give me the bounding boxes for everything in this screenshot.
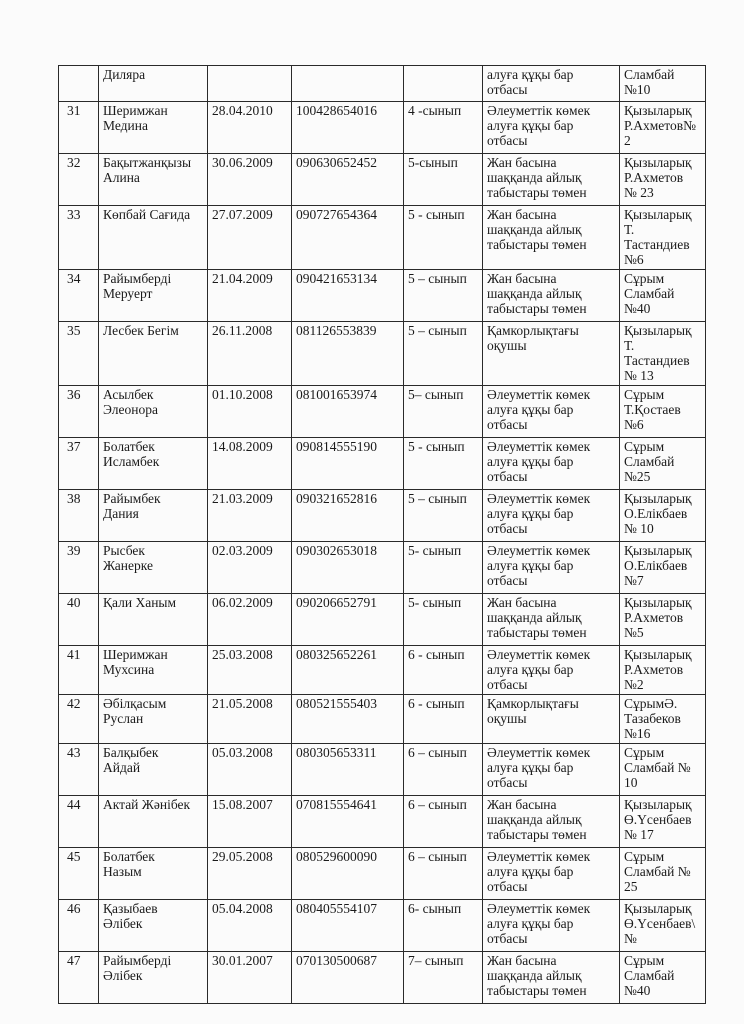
- cell-birth-date: 14.08.2009: [208, 438, 292, 490]
- cell-birth-date: 30.06.2009: [208, 154, 292, 206]
- table-row: [59, 594, 706, 646]
- cell-number: [59, 66, 99, 102]
- cell-category: Әлеуметтік көмек алуға құқы бар отбасы: [483, 386, 620, 438]
- cell-iin: 080529600090: [292, 848, 404, 900]
- cell-birth-date: 21.05.2008: [208, 695, 292, 744]
- cell-category: Әлеуметтік көмек алуға құқы бар отбасы: [483, 490, 620, 542]
- cell-number: 37: [59, 438, 99, 490]
- table-row: [59, 154, 706, 206]
- cell-birth-date: 02.03.2009: [208, 542, 292, 594]
- cell-birth-date: 15.08.2007: [208, 796, 292, 848]
- cell-name: Болатбек Назым: [99, 848, 208, 900]
- table-row: [59, 848, 706, 900]
- cell-iin: 090814555190: [292, 438, 404, 490]
- cell-name: Қали Ханым: [99, 594, 208, 646]
- table-row: [59, 900, 706, 952]
- cell-address: Қызыларық Р.Ахметов№2: [620, 102, 706, 154]
- cell-category: Әлеуметтік көмек алуға құқы бар отбасы: [483, 900, 620, 952]
- cell-birth-date: 06.02.2009: [208, 594, 292, 646]
- cell-number: 46: [59, 900, 99, 952]
- cell-category: Жан басына шаққанда айлық табыстары төмен: [483, 206, 620, 270]
- cell-address: Қызыларық Р.Ахметов №2: [620, 646, 706, 695]
- cell-address: Қызыларық Ө.Үсенбаев № 17: [620, 796, 706, 848]
- cell-grade: 5- сынып: [404, 594, 483, 646]
- cell-iin: 070130500687: [292, 952, 404, 1004]
- cell-number: 34: [59, 270, 99, 322]
- cell-category: Әлеуметтік көмек алуға құқы бар отбасы: [483, 542, 620, 594]
- cell-grade: 5 - сынып: [404, 438, 483, 490]
- cell-name: Бақытжанқызы Алина: [99, 154, 208, 206]
- cell-birth-date: 27.07.2009: [208, 206, 292, 270]
- cell-address: Қызыларық Р.Ахметов № 23: [620, 154, 706, 206]
- cell-category: Жан басына шаққанда айлық табыстары төмен: [483, 594, 620, 646]
- table-row: [59, 646, 706, 695]
- cell-grade: 6 - сынып: [404, 695, 483, 744]
- cell-number: 36: [59, 386, 99, 438]
- cell-number: 47: [59, 952, 99, 1004]
- cell-address: СұрымӘ. Тазабеков №16: [620, 695, 706, 744]
- cell-address: Сұрым Сламбай №40: [620, 952, 706, 1004]
- cell-name: Шеримжан Мухсина: [99, 646, 208, 695]
- cell-number: 41: [59, 646, 99, 695]
- cell-birth-date: 29.05.2008: [208, 848, 292, 900]
- cell-name: Балқыбек Айдай: [99, 744, 208, 796]
- cell-address: Сұрым Сламбай №25: [620, 438, 706, 490]
- cell-iin: 090421653134: [292, 270, 404, 322]
- cell-number: 38: [59, 490, 99, 542]
- cell-address: Қызыларық О.Елікбаев №7: [620, 542, 706, 594]
- cell-iin: 090727654364: [292, 206, 404, 270]
- cell-birth-date: 30.01.2007: [208, 952, 292, 1004]
- cell-address: Қызыларық О.Елікбаев № 10: [620, 490, 706, 542]
- cell-name: Асылбек Элеонора: [99, 386, 208, 438]
- cell-number: 45: [59, 848, 99, 900]
- cell-address: Қызыларық Т. Тастандиев №6: [620, 206, 706, 270]
- cell-grade: 6 – сынып: [404, 796, 483, 848]
- cell-birth-date: 25.03.2008: [208, 646, 292, 695]
- cell-address: Сұрым Сламбай № 25: [620, 848, 706, 900]
- cell-category: алуға құқы бар отбасы: [483, 66, 620, 102]
- cell-address: Қызыларық Т. Тастандиев № 13: [620, 322, 706, 386]
- cell-grade: 5 – сынып: [404, 270, 483, 322]
- cell-number: 31: [59, 102, 99, 154]
- cell-iin: 080305653311: [292, 744, 404, 796]
- cell-birth-date: 26.11.2008: [208, 322, 292, 386]
- cell-address: Сламбай №10: [620, 66, 706, 102]
- table-row: [59, 796, 706, 848]
- cell-iin: [292, 66, 404, 102]
- cell-number: 35: [59, 322, 99, 386]
- student-list-table: [58, 65, 706, 1004]
- table-row: [59, 952, 706, 1004]
- cell-name: Райымберді Әлібек: [99, 952, 208, 1004]
- cell-category: Қамкорлықтағы оқушы: [483, 322, 620, 386]
- cell-birth-date: 05.03.2008: [208, 744, 292, 796]
- cell-number: 33: [59, 206, 99, 270]
- cell-grade: 5 - сынып: [404, 206, 483, 270]
- table-row: [59, 102, 706, 154]
- table-row: [59, 270, 706, 322]
- cell-grade: 7– сынып: [404, 952, 483, 1004]
- cell-category: Әлеуметтік көмек алуға құқы бар отбасы: [483, 646, 620, 695]
- table-row: [59, 386, 706, 438]
- cell-name: Қазыбаев Әлібек: [99, 900, 208, 952]
- cell-name: Актай Жәнібек: [99, 796, 208, 848]
- cell-grade: 5 – сынып: [404, 322, 483, 386]
- cell-grade: 4 -сынып: [404, 102, 483, 154]
- cell-name: Райымберді Меруерт: [99, 270, 208, 322]
- cell-category: Жан басына шаққанда айлық табыстары төмен: [483, 270, 620, 322]
- cell-grade: 6 – сынып: [404, 744, 483, 796]
- cell-grade: 5– сынып: [404, 386, 483, 438]
- cell-address: Сұрым Сламбай № 10: [620, 744, 706, 796]
- table-row: [59, 206, 706, 270]
- table-row: [59, 695, 706, 744]
- table-body: [59, 66, 706, 1004]
- cell-address: Сұрым Т.Қостаев №6: [620, 386, 706, 438]
- table-row: [59, 322, 706, 386]
- cell-birth-date: 28.04.2010: [208, 102, 292, 154]
- cell-name: Шеримжан Медина: [99, 102, 208, 154]
- cell-number: 43: [59, 744, 99, 796]
- cell-category: Әлеуметтік көмек алуға құқы бар отбасы: [483, 438, 620, 490]
- cell-iin: 080405554107: [292, 900, 404, 952]
- cell-category: Әлеуметтік көмек алуға құқы бар отбасы: [483, 102, 620, 154]
- cell-category: Жан басына шаққанда айлық табыстары төмен: [483, 796, 620, 848]
- cell-name: Рысбек Жанерке: [99, 542, 208, 594]
- cell-category: Әлеуметтік көмек алуға құқы бар отбасы: [483, 744, 620, 796]
- cell-number: 42: [59, 695, 99, 744]
- cell-birth-date: 05.04.2008: [208, 900, 292, 952]
- cell-number: 44: [59, 796, 99, 848]
- table-row: [59, 438, 706, 490]
- cell-name: Лесбек Бегім: [99, 322, 208, 386]
- cell-birth-date: 21.03.2009: [208, 490, 292, 542]
- cell-birth-date: [208, 66, 292, 102]
- cell-name: Болатбек Исламбек: [99, 438, 208, 490]
- cell-address: Қызыларық Ө.Үсенбаев\ №: [620, 900, 706, 952]
- cell-number: 39: [59, 542, 99, 594]
- table-row: [59, 66, 706, 102]
- cell-category: Әлеуметтік көмек алуға құқы бар отбасы: [483, 848, 620, 900]
- cell-iin: 070815554641: [292, 796, 404, 848]
- cell-iin: 090321652816: [292, 490, 404, 542]
- cell-grade: 5 – сынып: [404, 490, 483, 542]
- cell-name: Райымбек Дания: [99, 490, 208, 542]
- cell-category: Қамкорлықтағы оқушы: [483, 695, 620, 744]
- cell-iin: 081126553839: [292, 322, 404, 386]
- cell-name: Көпбай Сағида: [99, 206, 208, 270]
- cell-number: 40: [59, 594, 99, 646]
- cell-grade: 6- сынып: [404, 900, 483, 952]
- cell-iin: 080521555403: [292, 695, 404, 744]
- cell-address: Қызыларық Р.Ахметов №5: [620, 594, 706, 646]
- cell-name: Әбілқасым Руслан: [99, 695, 208, 744]
- cell-iin: 081001653974: [292, 386, 404, 438]
- cell-grade: 5- сынып: [404, 542, 483, 594]
- cell-iin: 080325652261: [292, 646, 404, 695]
- table-row: [59, 490, 706, 542]
- cell-iin: 090302653018: [292, 542, 404, 594]
- table-row: [59, 744, 706, 796]
- cell-iin: 090630652452: [292, 154, 404, 206]
- cell-grade: 6 – сынып: [404, 848, 483, 900]
- table-row: [59, 542, 706, 594]
- cell-grade: [404, 66, 483, 102]
- cell-category: Жан басына шаққанда айлық табыстары төмен: [483, 952, 620, 1004]
- cell-number: 32: [59, 154, 99, 206]
- cell-birth-date: 01.10.2008: [208, 386, 292, 438]
- cell-grade: 5-сынып: [404, 154, 483, 206]
- cell-iin: 090206652791: [292, 594, 404, 646]
- cell-iin: 100428654016: [292, 102, 404, 154]
- cell-grade: 6 - сынып: [404, 646, 483, 695]
- cell-name: Диляра: [99, 66, 208, 102]
- cell-category: Жан басына шаққанда айлық табыстары төмен: [483, 154, 620, 206]
- cell-address: Сұрым Сламбай №40: [620, 270, 706, 322]
- cell-birth-date: 21.04.2009: [208, 270, 292, 322]
